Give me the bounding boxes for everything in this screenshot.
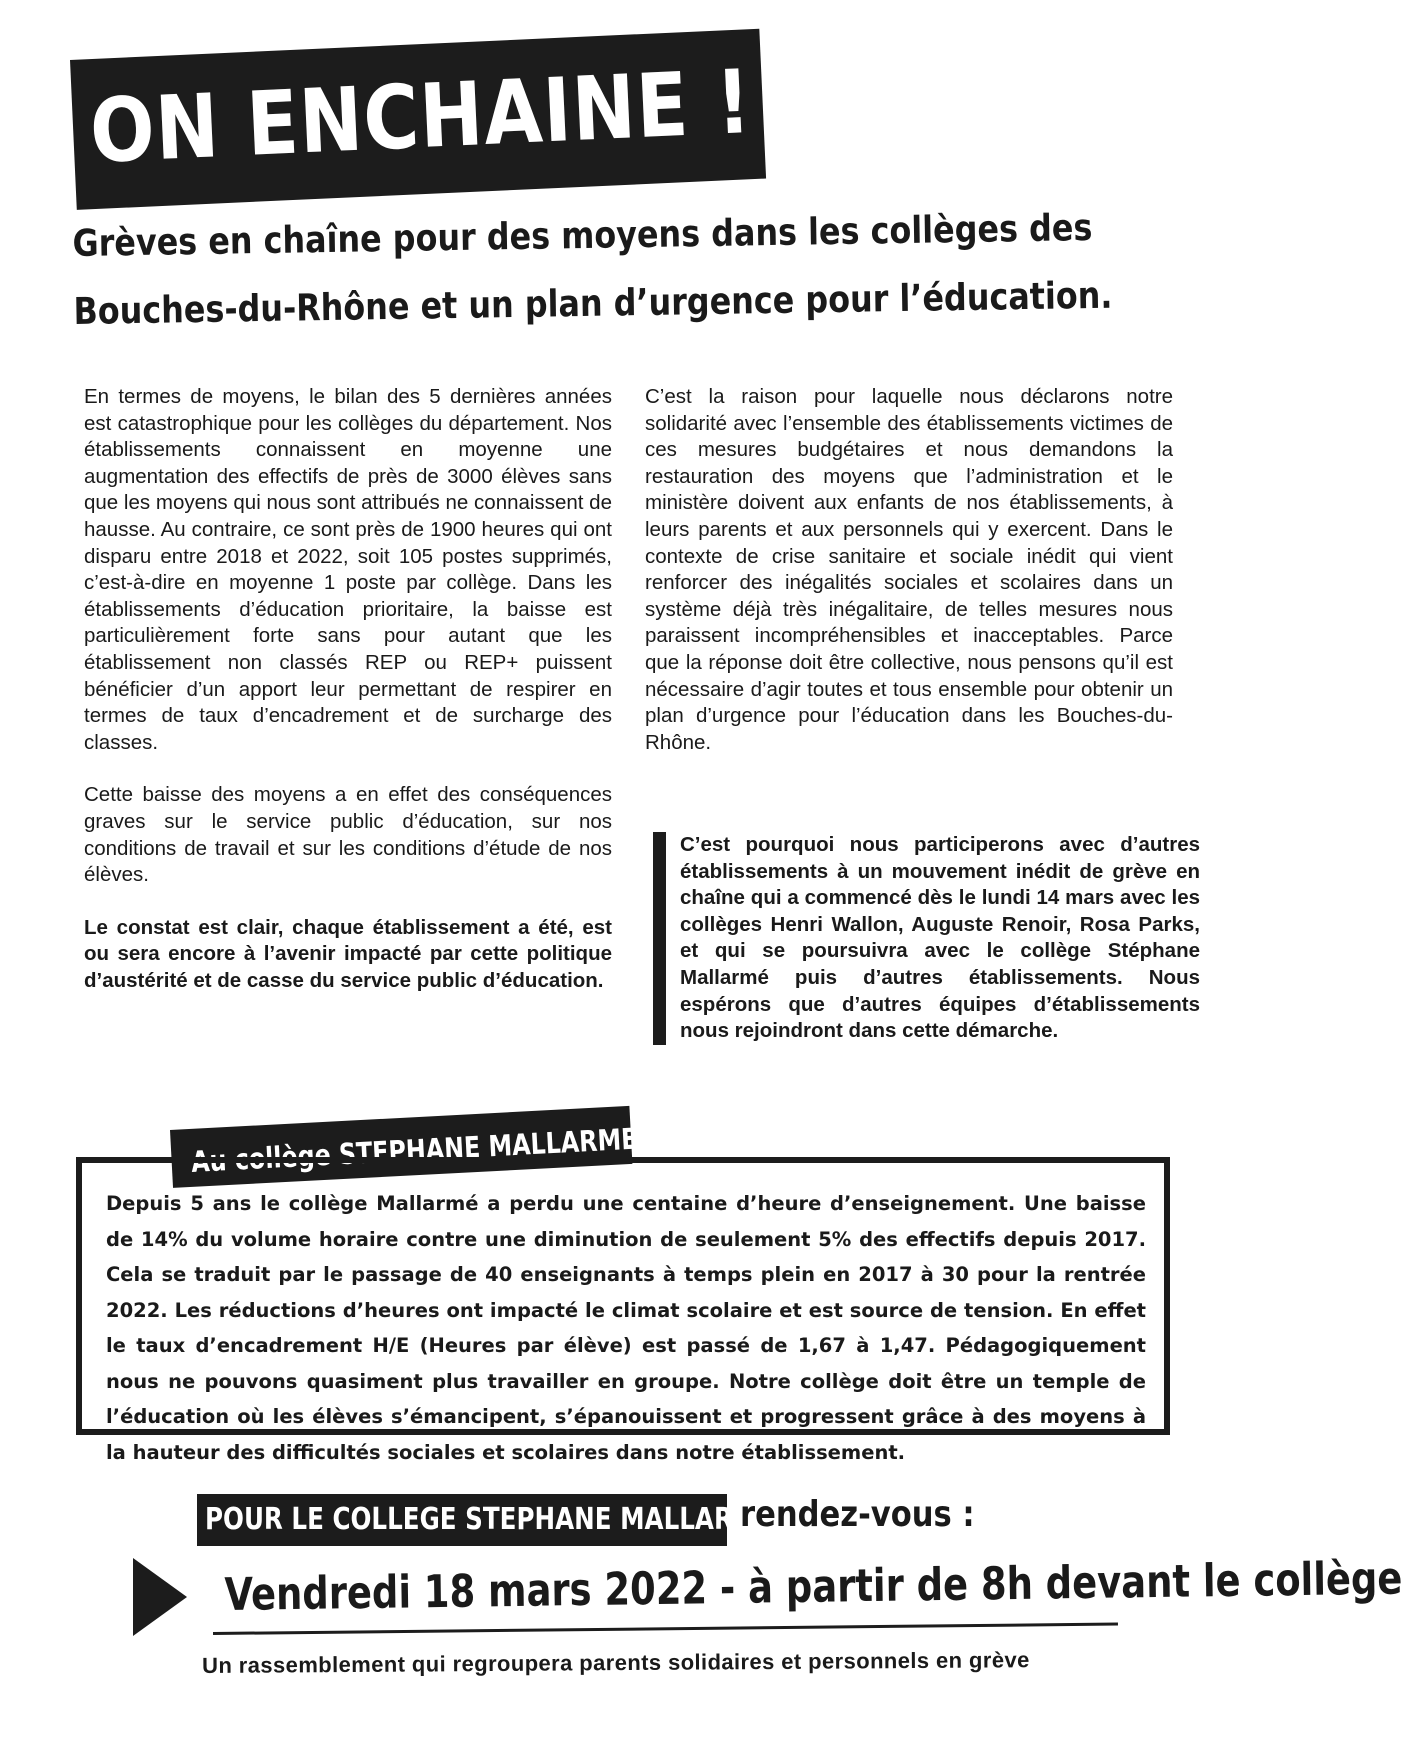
left-paragraph-1: En termes de moyens, le bilan des 5 dernières années est catastrophique pour les collèges du département. Nos établissements connaissent en moyenne une augmentation des effectifs de près de 3000 élèves sans que les moyens qui nous sont attribués ne connaissent de hausse. Au contraire, ce sont près de 1900 heures qui ont disparu entre 2018 et 2022, soit 105 postes supprimés, c’est-à-dire en moyenne 1 poste par collège. Dans les établissements d’éducation prioritaire, la baisse est particulièrement forte sans pour autant que les établissement non classés REP ou REP+ puissent bénéficier d’un apport leur permettant de respirer en termes de taux d’encadrement et de surcharge des classes.	[84, 385, 612, 754]
rendezvous-label: rendez-vous :	[740, 1494, 975, 1535]
left-column	[84, 384, 612, 1020]
left-paragraph-bold: Le constat est clair, chaque établissement a été, est ou sera encore à l’avenir impacté par cette politique d’austérité et de casse du service public d’éducation.	[84, 915, 612, 992]
strike-callout	[653, 832, 1200, 1045]
right-paragraph-1: C’est la raison pour laquelle nous déclarons notre solidarité avec l’ensemble des établissements victimes de ces mesures budgétaires et nous demandons la restauration des moyens que l’administration et le ministère doivent aux enfants de nos établissements, à leurs parents et aux personnels qui y exercent. Dans le contexte de crise sanitaire et sociale inédit qui vient renforcer des inégalités sociales et scolaires dans un système déjà très inégalitaire, de telles mesures nous paraissent incompréhensibles et inacceptables. Parce que la réponse doit être collective, nous pensons qu’il est nécessaire d’agir toutes et tous ensemble pour obtenir un plan d’urgence pour l’éducation dans les Bouches-du-Rhône.	[645, 385, 1173, 754]
event-date-line: Vendredi 18 mars 2022 - à partir de 8h devant le collège	[224, 1551, 1403, 1621]
right-column	[645, 384, 1173, 782]
page-title: ON ENCHAINE !	[87, 49, 754, 183]
strike-callout-text: C’est pourquoi nous participerons avec d’autres établissements à un mouvement inédit de grève en chaîne qui a commencé dès le lundi 14 mars avec les collèges Henri Wallon, Auguste Renoir, Rosa Parks, et qui se poursuivra avec le collège Stéphane Mallarmé puis d’autres établissements. Nous espérons que d’autres équipes d’établissements nous rejoindront dans cette démarche.	[680, 833, 1200, 1043]
subtitle-line-2: Bouches-du-Rhône et un plan d’urgence pour l’éducation.	[73, 273, 1113, 333]
rendezvous-tag-label: POUR LE COLLEGE STEPHANE MALLARME	[205, 1502, 775, 1537]
play-arrow-icon	[133, 1558, 187, 1636]
page-subtitle	[72, 195, 1113, 346]
section-tab-label: Au collège STEPHANE MALLARME	[190, 1121, 639, 1179]
subtitle-line-1: Grèves en chaîne pour des moyens dans les collèges des	[72, 205, 1093, 265]
college-info-text: Depuis 5 ans le collège Mallarmé a perdu une centaine d’heure d’enseignement. Une baisse de 14% du volume horaire contre une diminution de seulement 5% des effectifs depuis 2017. Cela se traduit par le passage de 40 enseignants à temps plein en 2017 à 30 pour la rentrée 2022. Les réductions d’heures ont impacté le climat scolaire et est source de tension. En effet le taux d’encadrement H/E (Heures par élève) est passé de 1,67 à 1,47. Pédagogiquement nous ne pouvons quasiment plus travailler en groupe. Notre collège doit être un temple de l’éducation où les élèves s’émancipent, s’épanouissent et progressent grâce à des moyens à la hauteur des difficultés sociales et scolaires dans notre établissement.	[106, 1192, 1146, 1464]
left-paragraph-2: Cette baisse des moyens a en effet des conséquences graves sur le service public d’éducation, sur nos conditions de travail et sur les conditions d’étude de nos élèves.	[84, 783, 612, 887]
footer-note: Un rassemblement qui regroupera parents solidaires et personnels en grève	[202, 1647, 1030, 1678]
